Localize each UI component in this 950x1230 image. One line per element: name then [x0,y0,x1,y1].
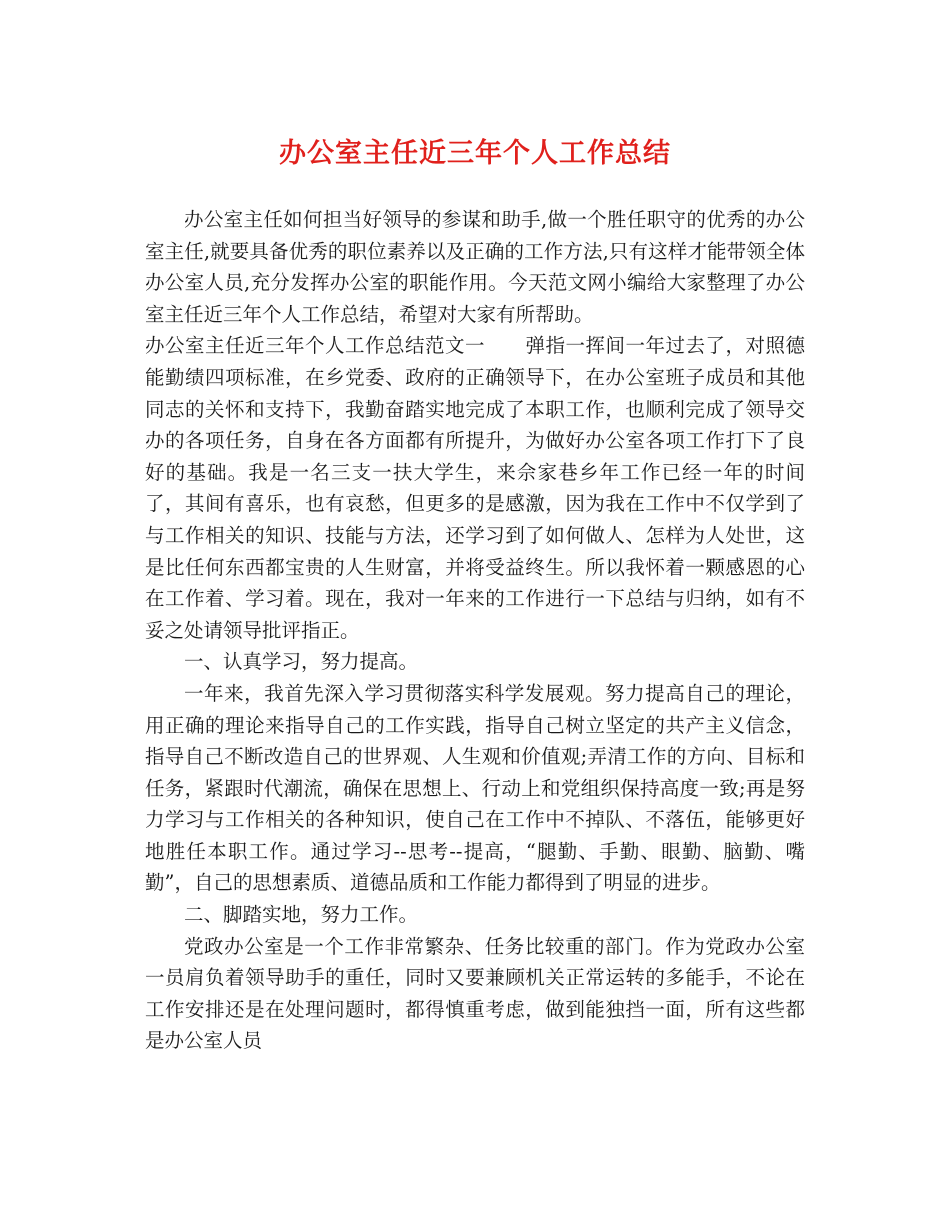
document-title: 办公室主任近三年个人工作总结 [279,138,671,169]
section-body-1: 一年来，我首先深入学习贯彻落实科学发展观。努力提高自己的理论，用正确的理论来指导自己的工作实践，指导自己树立坚定的共产主义信念，指导自己不断改造自己的世界观、人生观和价值观;弄清工作的方向、目标和任务，紧跟时代潮流，确保在思想上、行动上和党组织保持高度一致;再是努力学习与工作相关的各种知识，使自己在工作中不掉队、不落伍，能够更好地胜任本职工作。通过学习--思考--提高，“腿勤、手勤、眼勤、脑勤、嘴勤”，自己的思想素质、道德品质和工作能力都得到了明显的进步。 [145,681,805,895]
sample-heading: 办公室主任近三年个人工作总结范文一 [145,334,485,358]
section-heading-1: 一、认真学习，努力提高。 [184,650,419,674]
sample-opening: 弹指一挥间一年过去了，对照德能勤绩四项标准，在乡党委、政府的正确领导下，在办公室班子成员和其他同志的关怀和支持下，我勤奋踏实地完成了本职工作，也顺利完成了领导交办的各项任务，自身在各方面都有所提升，为做好办公室各项工作打下了良好的基础。我是一名三支一扶大学生，来佘家巷乡年工作已经一年的时间了，其间有喜乐，也有哀愁，但更多的是感激，因为我在工作中不仅学到了与工作相关的知识、技能与方法，还学习到了如何做人、怎样为人处世，这是比任何东西都宝贵的人生财富，并将受益终生。所以我怀着一颗感恩的心在工作着、学习着。现在，我对一年来的工作进行一下总结与归纳，如有不妥之处请领导批评指正。 [145,334,805,642]
document-body [145,204,805,1057]
intro-paragraph: 办公室主任如何担当好领导的参谋和助手,做一个胜任职守的优秀的办公室主任,就要具备优秀的职位素养以及正确的工作方法,只有这样才能带领全体办公室人员,充分发挥办公室的职能作用。今天范文网小编给大家整理了办公室主任近三年个人工作总结，希望对大家有所帮助。 [145,208,805,326]
sample-paragraph [145,330,805,646]
section-body-2: 党政办公室是一个工作非常繁杂、任务比较重的部门。作为党政办公室一员肩负着领导助手的重任，同时又要兼顾机关正常运转的多能手，不论在工作安排还是在处理问题时，都得慎重考虑，做到能独挡一面，所有这些都是办公室人员 [145,934,805,1053]
section-heading-2: 二、脚踏实地，努力工作。 [184,903,419,927]
